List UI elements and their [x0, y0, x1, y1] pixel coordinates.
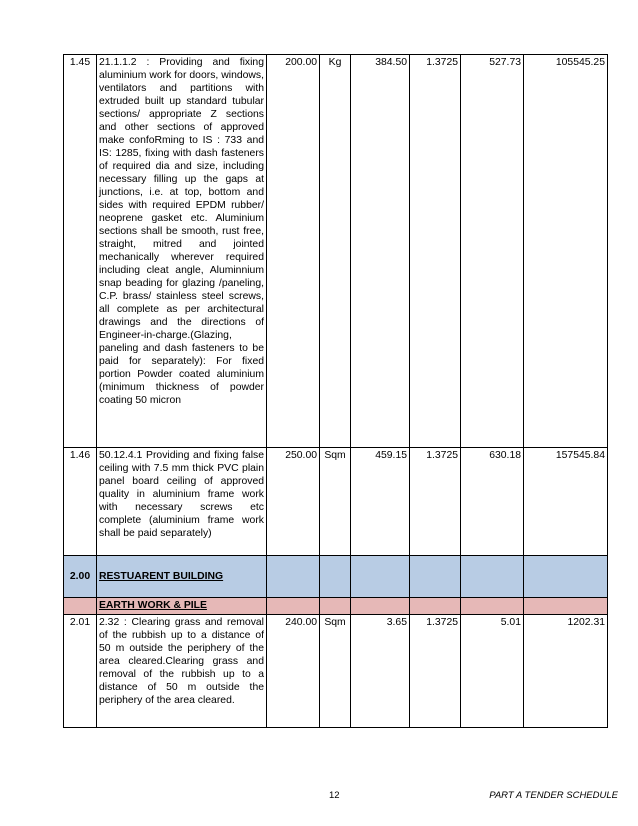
- tender-schedule-table: [63, 54, 608, 728]
- empty-cell: [461, 598, 524, 615]
- table-row: [64, 615, 608, 728]
- item-quantity: 240.00: [267, 615, 320, 728]
- section-title-text: RESTUARENT BUILDING: [99, 571, 224, 582]
- item-description: 21.1.1.2 : Providing and fixing aluminium work for doors, windows, ventilators and partitions with extruded built up standard tubular sections/ appropriate Z sections and other sections of approved make confoRming to IS : 733 and IS: 1285, fixing with dash fasteners of required dia and size, including necessary filling up the gaps at junctions, i.e. at top, bottom and sides with required EPDM rubber/ neoprene gasket etc. Aluminium sections shall be smooth, rust free, straight, mitred and jointed mechanically wherever required including cleat angle, Aluminnium snap beading for glazing /paneling, C.P. brass/ stainless steel screws, all complete as per architectural drawings and the directions of Engineer-in-charge.(Glazing, paneling and dash fasteners to be paid for separately): For fixed portion Powder coated aluminium (minimum thickness of powder coating 50 micron: [97, 55, 267, 448]
- empty-cell: [461, 556, 524, 598]
- item-unit: Sqm: [320, 448, 351, 556]
- section-number: 2.00: [64, 556, 97, 598]
- item-factor: 1.3725: [410, 448, 461, 556]
- empty-cell: [351, 598, 410, 615]
- tender-schedule-sheet: [63, 54, 607, 728]
- section-title: [97, 556, 267, 598]
- subsection-title: [97, 598, 267, 615]
- item-new-rate: 5.01: [461, 615, 524, 728]
- table-row: [64, 55, 608, 448]
- table-row: [64, 448, 608, 556]
- item-number: 2.01: [64, 615, 97, 728]
- empty-cell: [320, 598, 351, 615]
- item-number: 1.46: [64, 448, 97, 556]
- item-rate: 459.15: [351, 448, 410, 556]
- empty-cell: [320, 556, 351, 598]
- item-factor: 1.3725: [410, 615, 461, 728]
- item-number: 1.45: [64, 55, 97, 448]
- subsection-heading-row: [64, 598, 608, 615]
- item-unit: Sqm: [320, 615, 351, 728]
- empty-cell: [524, 556, 608, 598]
- item-amount: 105545.25: [524, 55, 608, 448]
- subsection-title-text: EARTH WORK & PILE: [99, 600, 207, 611]
- section-heading-row: [64, 556, 608, 598]
- item-new-rate: 630.18: [461, 448, 524, 556]
- item-new-rate: 527.73: [461, 55, 524, 448]
- item-rate: 384.50: [351, 55, 410, 448]
- item-unit: Kg: [320, 55, 351, 448]
- empty-cell: [524, 598, 608, 615]
- empty-cell: [410, 556, 461, 598]
- page-number: 12: [329, 790, 340, 801]
- empty-cell: [267, 598, 320, 615]
- item-factor: 1.3725: [410, 55, 461, 448]
- empty-cell: [267, 556, 320, 598]
- subsection-number: [64, 598, 97, 615]
- item-description: 50.12.4.1 Providing and fixing false ceiling with 7.5 mm thick PVC plain panel board ceiling of approved quality in aluminium frame work with necessary screws etc complete (aluminium frame work shall be paid separately): [97, 448, 267, 556]
- document-section-label: PART A TENDER SCHEDULE: [489, 790, 618, 801]
- item-description: 2.32 : Clearing grass and removal of the rubbish up to a distance of 50 m outside the periphery of the area cleared.Clearing grass and removal of the rubbish up to a distance of 50 m outside the periphery of the area cleared.: [97, 615, 267, 728]
- empty-cell: [351, 556, 410, 598]
- empty-cell: [410, 598, 461, 615]
- item-quantity: 200.00: [267, 55, 320, 448]
- item-quantity: 250.00: [267, 448, 320, 556]
- item-amount: 157545.84: [524, 448, 608, 556]
- item-amount: 1202.31: [524, 615, 608, 728]
- item-rate: 3.65: [351, 615, 410, 728]
